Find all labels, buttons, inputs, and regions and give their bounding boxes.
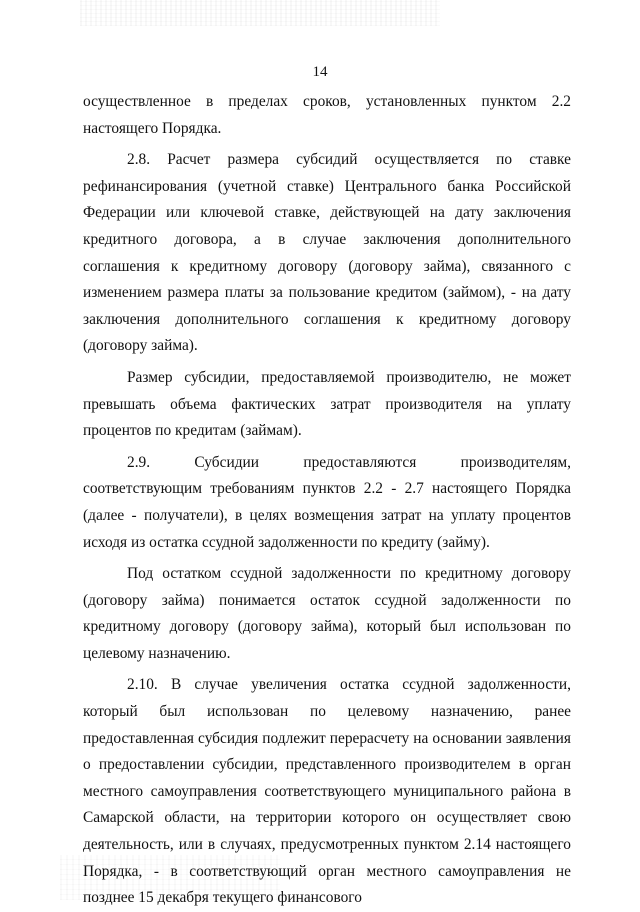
- paragraph-continuation: осуществленное в пределах сроков, установленных пунктом 2.2 настоящего Порядка.: [83, 93, 571, 137]
- paragraph-loan-balance: Под остатком ссудной задолженности по кредитному договору (договору займа) понимается остаток ссудной задолженности по кредитному договору (договору займа), который был использован по целевому назначению.: [83, 565, 571, 662]
- document-body: [83, 89, 571, 912]
- page-number: 14: [312, 64, 328, 80]
- scan-noise-bottom: [60, 855, 280, 900]
- paragraph-2-8: 2.8. Расчет размера субсидий осуществляется по ставке рефинансирования (учетной ставке) Центрального банка Российской Федерации или ключевой ставке, действующей на дату заключения кредитного договора, а в случае заключения дополнительного соглашения к кредитному договору (договору займа), связанного с изменением размера платы за пользование кредитом (займом), - на дату заключения дополнительного соглашения к кредитному договору (договору займа).: [83, 151, 571, 355]
- paragraph-subsidy-size: Размер субсидии, предоставляемой производителю, не может превышать объема фактических затрат производителя на уплату процентов по кредитам (займам).: [83, 368, 571, 440]
- scan-noise-top: [80, 0, 440, 26]
- paragraph-2-9: 2.9. Субсидии предоставляются производителям, соответствующим требованиям пунктов 2.2 - 2.7 настоящего Порядка (далее - получатели), в целях возмещения затрат на уплату процентов исходя из остатка ссудной задолженности по кредиту (займу).: [83, 453, 571, 551]
- paragraph-2-10: 2.10. В случае увеличения остатка ссудной задолженности, который был использован по целевому назначению, ранее предоставленная субсидия подлежит перерасчету на основании заявления о предоставлении субсидии, представленного производителем в орган местного самоуправления соответствующего муниципального района в Самарской области, на территории которого он осуществляет свою деятельность, или в случаях, предусмотренных пунктом 2.14 настоящего Порядка, - в соответствующий орган местного самоуправления не позднее 15 декабря текущего финансового: [83, 676, 571, 907]
